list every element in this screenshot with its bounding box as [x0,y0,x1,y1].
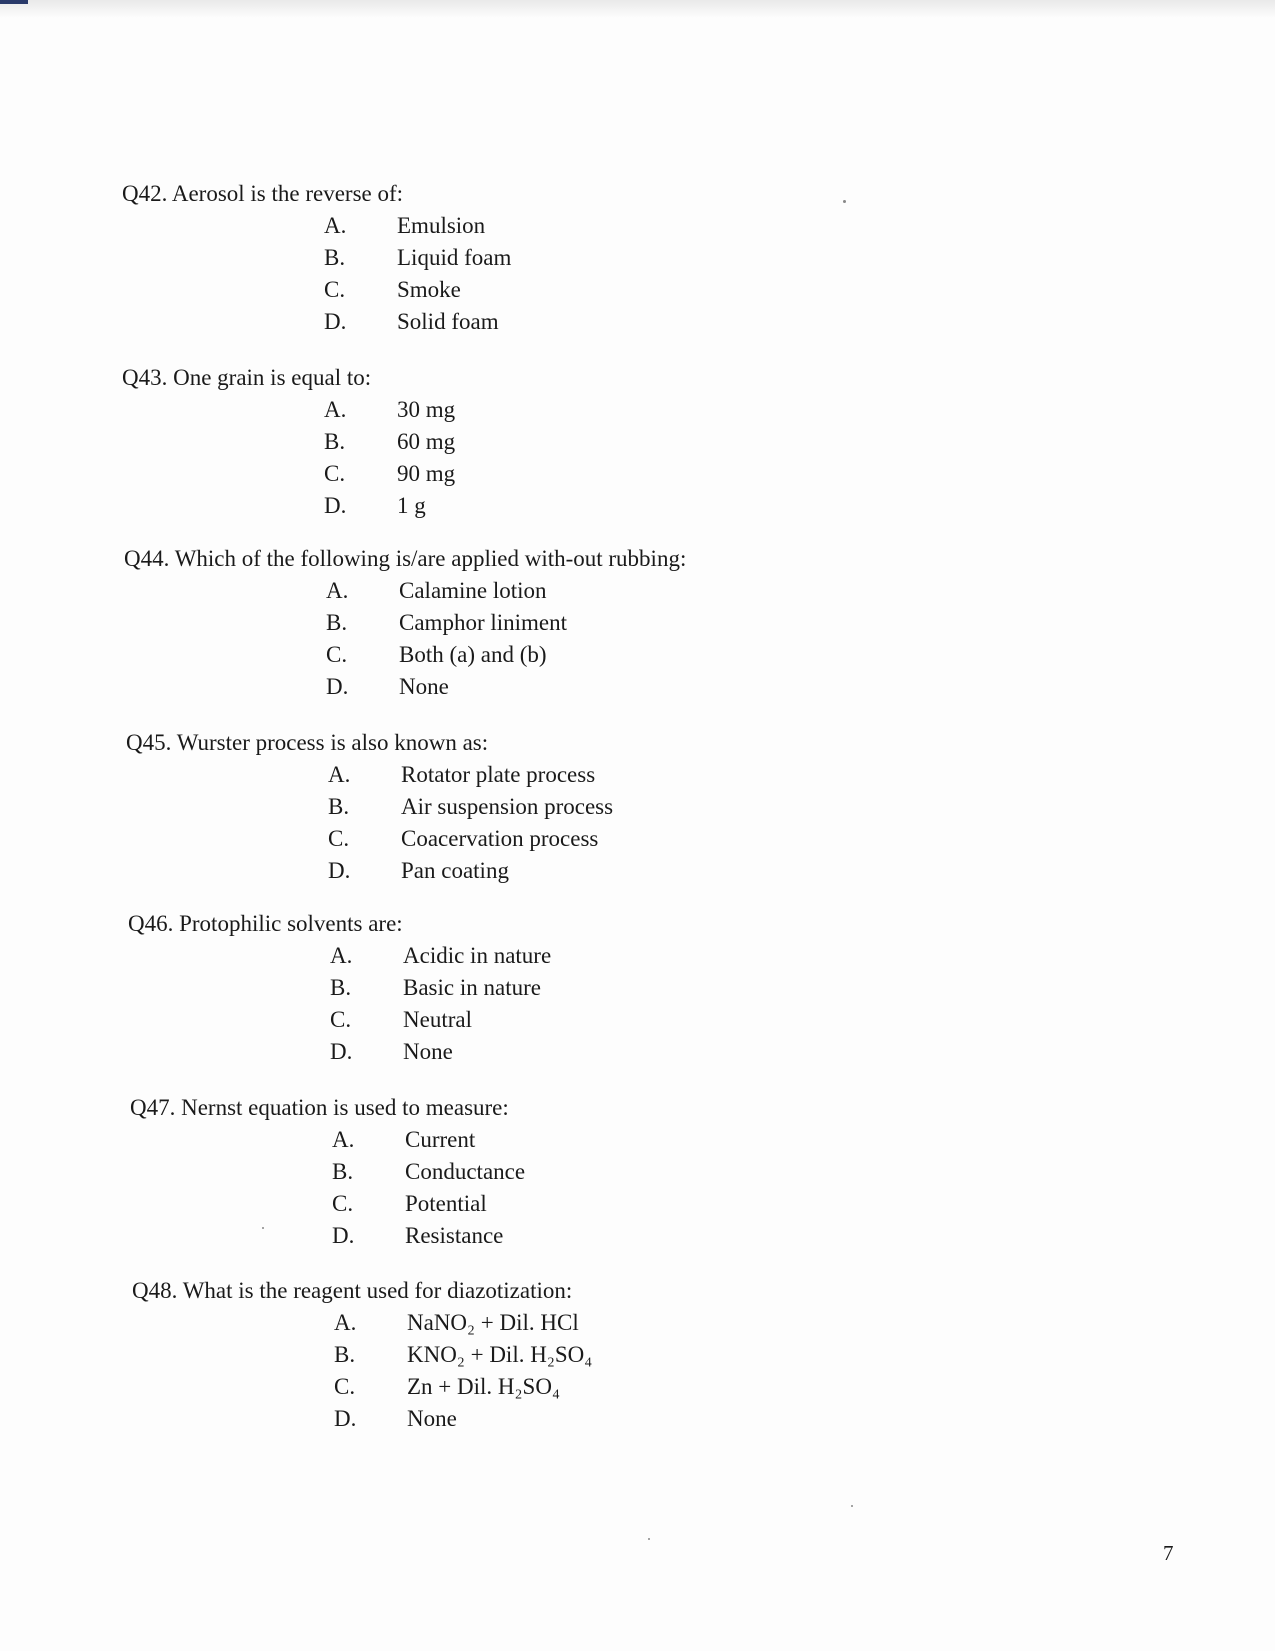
option-a [332,1124,509,1156]
option-text: Solid foam [397,309,499,334]
option-letter: D. [332,1223,355,1248]
option-text: 1 g [397,493,426,518]
option-text: Basic in nature [403,975,541,1000]
option-a [334,1307,579,1339]
question-text: Q44. Which of the following is/are applied with-out rubbing: [124,546,687,571]
option-d [326,671,686,703]
option-letter: D. [324,309,347,334]
option-text: 90 mg [397,461,456,486]
option-letter: D. [328,858,351,883]
question-text: Q43. One grain is equal to: [122,365,372,390]
question-text: Q48. What is the reagent used for diazotization: [132,1278,573,1303]
option-d [328,855,509,887]
option-text: NaNO₂ + Dil. HCl [407,1310,579,1335]
option-letter: A. [334,1310,357,1335]
option-c [334,1371,572,1403]
option-text: 60 mg [397,429,456,454]
option-letter: A. [332,1127,355,1152]
option-letter: B. [324,429,346,454]
scan-speck [648,1538,650,1540]
option-letter: B. [330,975,352,1000]
option-letter: B. [326,610,348,635]
scan-speck [851,1505,853,1507]
option-text: Resistance [405,1223,504,1248]
option-letter: B. [334,1342,356,1367]
scan-speck [843,200,846,203]
option-text: 30 mg [397,397,456,422]
option-c [326,639,686,671]
option-text: Air suspension process [401,794,614,819]
option-letter: C. [328,826,350,851]
question-q48 [132,1275,593,1435]
option-letter: A. [324,213,347,238]
option-text: Liquid foam [397,245,512,270]
options-list [324,394,456,522]
option-text: Smoke [397,277,461,302]
option-text: Neutral [403,1007,472,1032]
option-d [330,1036,453,1068]
scan-speck [262,1227,264,1229]
option-a [324,210,486,242]
question-q46 [128,908,552,1068]
option-letter: D. [326,674,349,699]
option-letter: A. [324,397,347,422]
option-text: Camphor liniment [399,610,568,635]
option-text: Rotator plate process [401,762,596,787]
option-letter: B. [332,1159,354,1184]
option-letter: A. [330,943,353,968]
question-q43 [122,362,456,522]
question-q45 [126,727,614,887]
option-text: None [399,674,449,699]
page-number: 7 [1163,1541,1174,1565]
option-letter: C. [330,1007,352,1032]
options-list [326,575,686,703]
option-b [326,607,686,639]
scan-top-shade [0,0,1275,18]
option-text: None [407,1406,457,1431]
option-text: Pan coating [401,858,509,883]
option-letter: C. [324,461,346,486]
option-a [330,940,552,972]
option-d [332,1220,509,1252]
question-text: Q42. Aerosol is the reverse of: [122,181,404,206]
option-letter: A. [326,578,349,603]
option-b [334,1339,593,1371]
option-text: Coacervation process [401,826,599,851]
option-c [324,458,456,490]
option-text: Emulsion [397,213,486,238]
option-b [324,426,456,458]
option-letter: A. [328,762,351,787]
question-text: Q45. Wurster process is also known as: [126,730,489,755]
question-text: Q47. Nernst equation is used to measure: [130,1095,509,1120]
option-c [330,1004,472,1036]
option-a [324,394,456,426]
option-letter: D. [334,1406,357,1431]
options-list [332,1124,526,1252]
option-letter: D. [324,493,347,518]
option-d [334,1403,572,1435]
option-text: Calamine lotion [399,578,547,603]
option-text: Both (a) and (b) [399,642,547,667]
option-text: Zn + Dil. H₂SO₄ [407,1374,560,1399]
option-text: Potential [405,1191,487,1216]
options-list [324,210,512,338]
option-a [326,575,686,607]
option-c [332,1188,509,1220]
question-text: Q46. Protophilic solvents are: [128,911,403,936]
option-letter: C. [334,1374,356,1399]
option-letter: B. [328,794,350,819]
option-b [324,242,512,274]
option-letter: C. [332,1191,354,1216]
option-letter: C. [326,642,348,667]
corner-mark [0,0,28,4]
option-a [328,759,596,791]
question-q47 [130,1092,526,1252]
option-c [328,823,599,855]
option-letter: C. [324,277,346,302]
question-q42 [122,178,512,338]
option-b [330,972,541,1004]
option-d [324,306,499,338]
option-text: Current [405,1127,476,1152]
option-letter: B. [324,245,346,270]
option-letter: D. [330,1039,353,1064]
options-list [330,940,552,1068]
option-text: KNO₂ + Dil. H₂SO₄ [407,1342,593,1367]
option-c [324,274,461,306]
options-list [328,759,614,887]
option-text: None [403,1039,453,1064]
option-text: Conductance [405,1159,526,1184]
option-text: Acidic in nature [403,943,552,968]
options-list [334,1307,593,1435]
question-q44 [124,543,686,703]
option-b [328,791,614,823]
option-b [332,1156,526,1188]
option-d [324,490,426,522]
